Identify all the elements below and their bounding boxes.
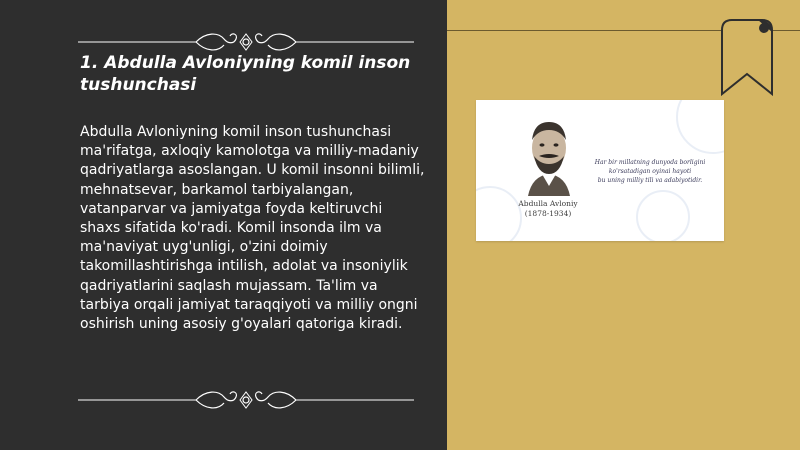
ornament-divider-bottom-icon [78, 388, 414, 412]
slide-title: 1. Abdulla Avloniyning komil inson tushunchasi [80, 53, 411, 95]
portrait-image-card [476, 100, 724, 241]
slide-body-text: Abdulla Avloniyning komil inson tushunchasi ma'rifatga, axloqiy kamolotga va milliy-madaniy qadriyatlarga asoslangan. U komil insonni bilimli, mehnatsevar, barkamol tarbiyalangan, vatanparvar va jamiyatga foyda keltiruvchi shaxs sifatida ko'radi. Komil insonda ilm va ma'naviyat uyg'unligi, o'zini doimiy takomillashtirishga intilish, adolat va insoniylik qadriyatlarini saqlash mujassam. Ta'lim va tarbiya orqali jamiyat taraqqiyoti va milliy ongni oshirish uning asosiy g'oyalari qatoriga kiradi. [80, 124, 425, 333]
ornament-divider-top-icon [78, 30, 414, 54]
portrait-years-caption: (1878-1934) [524, 209, 572, 218]
watermark-circle [636, 190, 690, 241]
quote-line-2: ko'rsatadigan oyinai hayoti [608, 168, 692, 175]
portrait-sketch [512, 112, 586, 202]
bookmark-ribbon-icon [718, 18, 776, 98]
quote-line-1: Har bir millatning dunyoda borligini [594, 159, 706, 166]
quote-line-3: bu uning milliy tili va adabiyotidir. [597, 177, 703, 184]
portrait-name-caption: Abdulla Avloniy [518, 199, 578, 208]
watermark-circle [676, 100, 724, 154]
